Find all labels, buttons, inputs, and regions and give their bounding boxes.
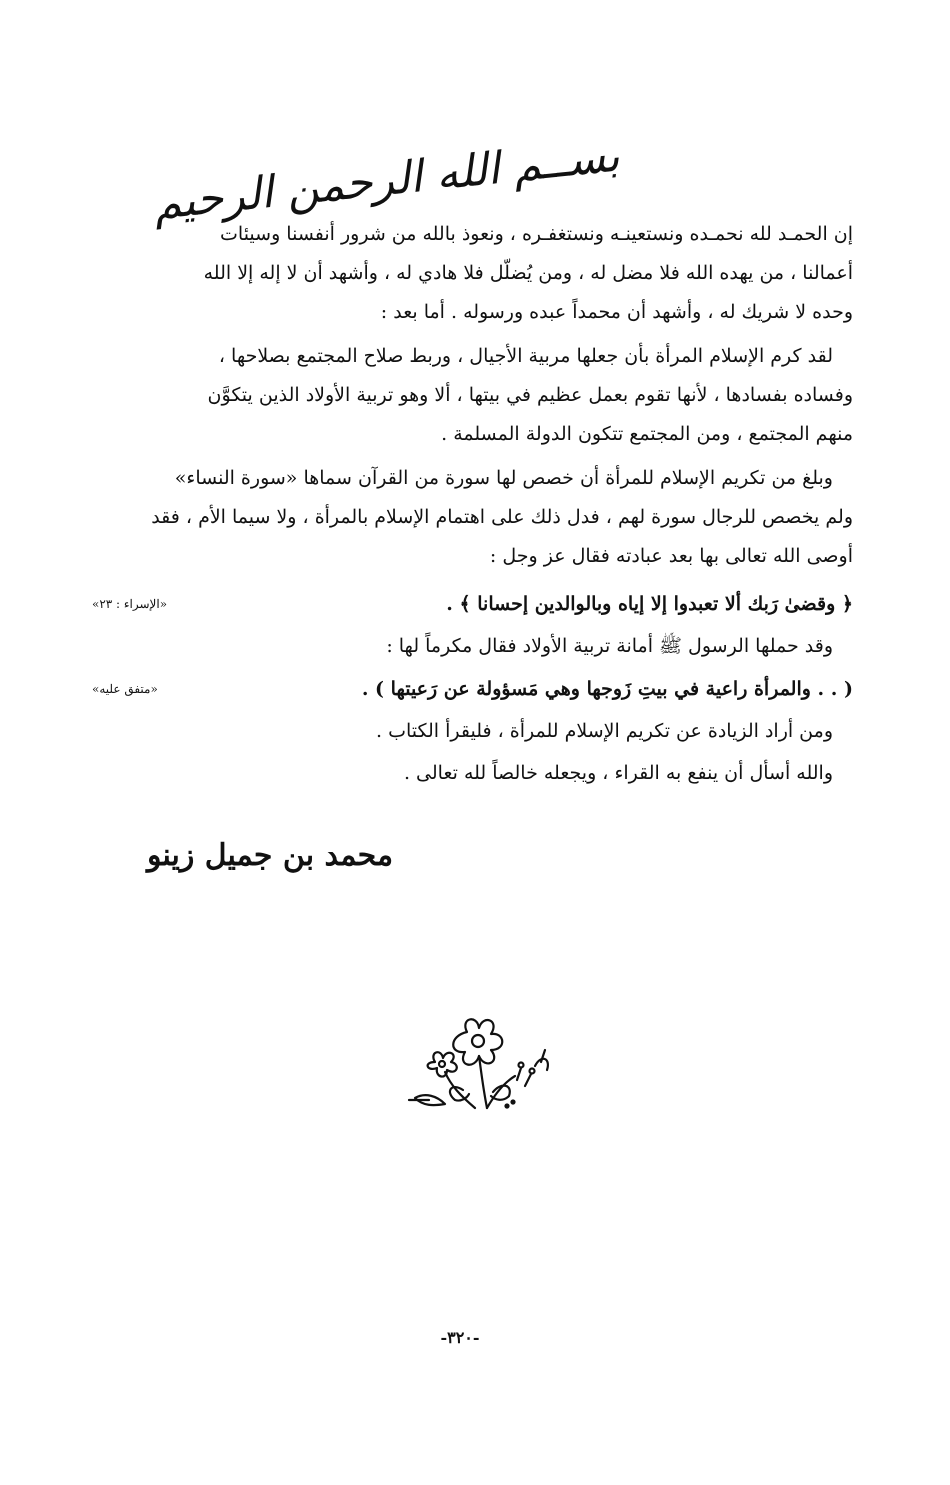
quran-verse-reference: «الإسراء : ٢٣» [92, 597, 168, 611]
flower-ornament-icon [405, 1010, 555, 1115]
intro-line-3: وحده لا شريك له ، وأشهد أن محمداً عبده ورسوله . أما بعد : [380, 301, 853, 323]
intro-line-1: إن الحمـد لله نحمـده ونستعينـه ونستغفـره ، ونعوذ بالله من شرور أنفسنا وسيئات [220, 223, 853, 245]
prophet-line: وقد حملها الرسول ﷺ أمانة تربية الأولاد فقال مكرماً لها : [386, 635, 833, 657]
intro-line-2: أعمالنا ، من يهده الله فلا مضل له ، ومن يُضلّل فلا هادي له ، وأشهد أن لا إله إلا الله [203, 262, 853, 284]
para2-line-3: منهم المجتمع ، ومن المجتمع تتكون الدولة المسلمة . [441, 423, 853, 445]
basmala-calligraphy: بســم الله الرحمن الرحيم [151, 130, 622, 231]
closing-line-2: والله أسأل أن ينفع به القراء ، ويجعله خالصاً لله تعالى . [403, 762, 833, 784]
para3-line-3: أوصى الله تعالى بها بعد عبادته فقال عز وجل : [489, 545, 853, 567]
quran-verse: ﴿ وقضىٰ رَبك ألا تعبدوا إلا إياه وبالوالدين إحسانا ﴾ . [446, 593, 853, 615]
hadith-reference: «متفق عليه» [92, 682, 158, 696]
para2-line-1: لقد كرم الإسلام المرأة بأن جعلها مربية الأجيال ، وربط صلاح المجتمع بصلاحها ، [218, 345, 833, 367]
para3-line-2: ولم يخصص للرجال سورة لهم ، فدل ذلك على اهتمام الإسلام بالمرأة ، ولا سيما الأم ، فقد [151, 506, 853, 528]
closing-line-1: ومن أراد الزيادة عن تكريم الإسلام للمرأة ، فليقرأ الكتاب . [376, 720, 833, 742]
para3-line-1: وبلغ من تكريم الإسلام للمرأة أن خصص لها سورة من القرآن سماها «سورة النساء» [174, 467, 833, 489]
page-number: -٣٢٠- [440, 1328, 480, 1347]
para2-line-2: وفساده بفسادها ، لأنها تقوم بعمل عظيم في بيتها ، ألا وهو تربية الأولاد الذين يتكوَّن [207, 384, 853, 406]
author-signature: محمد بن جميل زينو [146, 838, 394, 873]
hadith-text: ( . . والمرأة راعية في بيتِ زَوجها وهي مَسؤولة عن رَعيتها ) . [361, 678, 853, 700]
